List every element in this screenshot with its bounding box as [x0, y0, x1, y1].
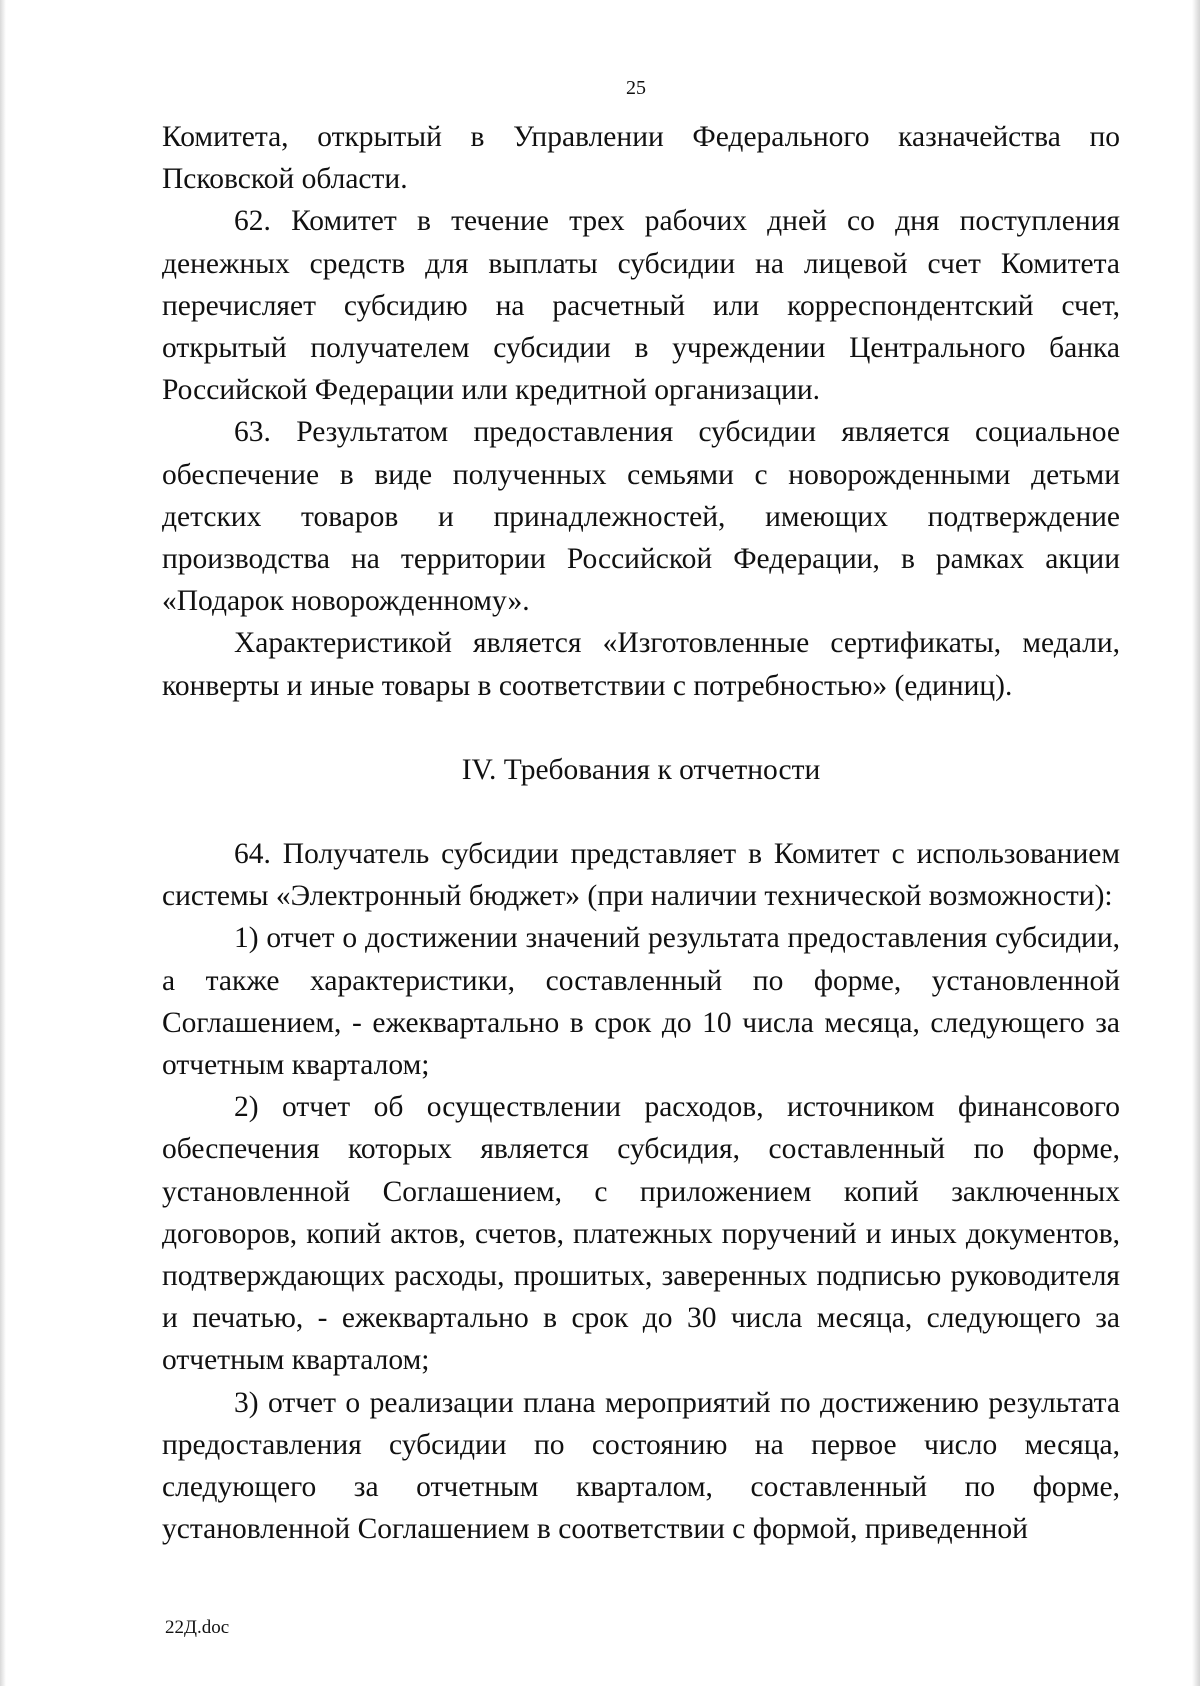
paragraph-63-characteristic: Характеристикой является «Изготовленные сертификаты, медали, конверты и иные товары в соответствии с потребностью» (единиц). — [162, 627, 1120, 702]
document-body — [162, 116, 1120, 1551]
file-name-footer: 22Д.doc — [165, 1617, 230, 1638]
scan-edge-right — [1192, 0, 1200, 1686]
list-item-1: 1) отчет о достижении значений результата предоставления субсидии, а также характеристики, составленный по форме, установленной Соглашением, - ежеквартально в срок до 10 числа месяца, следующего за отчетным кварталом; — [162, 922, 1120, 1082]
paragraph-64: 64. Получатель субсидии представляет в Комитет с использованием системы «Электронный бюджет» (при наличии технической возможности): — [162, 838, 1120, 913]
scan-edge-left — [0, 0, 6, 1686]
paragraph-62: 62. Комитет в течение трех рабочих дней со дня поступления денежных средств для выплаты субсидии на лицевой счет Комитета перечисляет субсидию на расчетный или корреспондентский счет, открытый получателем субсидии в учреждении Центрального банка Российской Федерации или кредитной организации. — [162, 205, 1120, 407]
list-item-2: 2) отчет об осуществлении расходов, источником финансового обеспечения которых является субсидия, составленный по форме, установленной Соглашением, с приложением копий заключенных договоров, копий актов, счетов, платежных поручений и иных документов, подтверждающих расходы, прошитых, заверенных подписью руководителя и печатью, - ежеквартально в срок до 30 числа месяца, следующего за отчетным кварталом; — [162, 1091, 1120, 1377]
section-heading: IV. Требования к отчетности — [461, 753, 821, 786]
paragraph-63: 63. Результатом предоставления субсидии является социальное обеспечение в виде полученных семьями с новорожденными детьми детских товаров и принадлежностей, имеющих подтверждение производства на территории Российской Федерации, в рамках акции «Подарок новорожденному». — [162, 416, 1120, 618]
list-item-3: 3) отчет о реализации плана мероприятий по достижению результата предоставления субсидии по состоянию на первое число месяца, следующего за отчетным кварталом, составленный по форме, установленной Соглашением в соответствии с формой, приведенной — [162, 1386, 1120, 1546]
page-number: 25 — [626, 77, 646, 99]
paragraph-continuation: Комитета, открытый в Управлении Федерального казначейства по Псковской области. — [162, 121, 1120, 196]
